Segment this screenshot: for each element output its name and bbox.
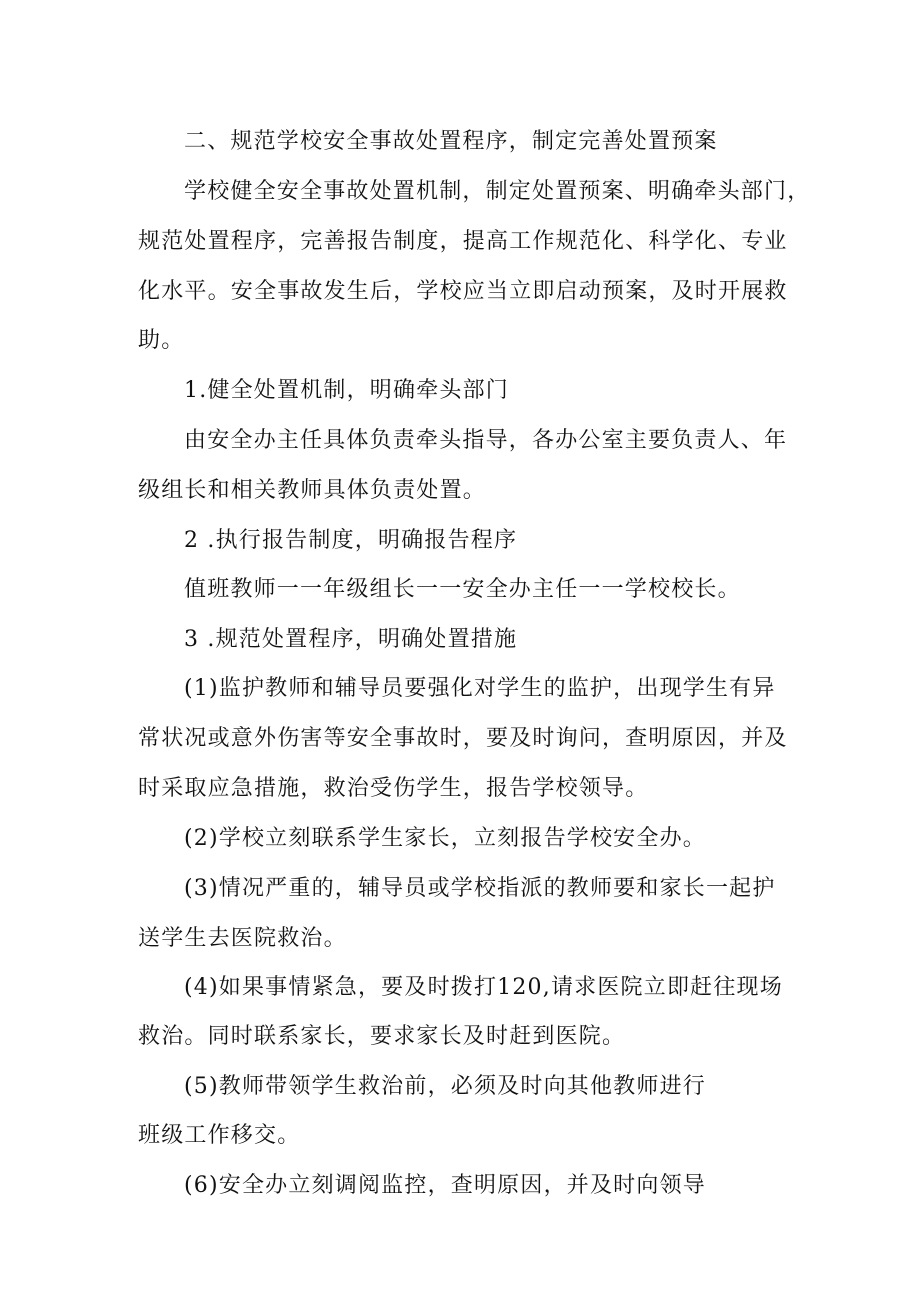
list-item-4: (4)如果事情紧急，要及时拨打120,请求医院立即赶往现场 bbox=[184, 975, 783, 1000]
list-item-1: (1)监护教师和辅导员要强化对学生的监护，出现学生有异 bbox=[184, 676, 776, 701]
section-heading: 二、规范学校安全事故处置程序，制定完善处置预案 bbox=[184, 129, 718, 154]
subheading-3: 3 .规范处置程序，明确处置措施 bbox=[184, 627, 518, 652]
paragraph-line: 助。 bbox=[138, 328, 185, 353]
paragraph-line: 规范处置程序，完善报告制度，提高工作规范化、科学化、专业 bbox=[138, 229, 788, 254]
list-item-2: (2)学校立刻联系学生家长，立刻报告学校安全办。 bbox=[184, 826, 706, 851]
paragraph-line: 学校健全安全事故处置机制，制定处置预案、明确牵头部门， bbox=[184, 179, 811, 204]
paragraph-line: 级组长和相关教师具体负责处置。 bbox=[138, 478, 487, 503]
paragraph-line: 由安全办主任具体负责牵头指导，各办公室主要负责人、年 bbox=[184, 428, 788, 453]
list-item-3: (3)情况严重的，辅导员或学校指派的教师要和家长一起护 bbox=[184, 876, 776, 901]
subheading-1: 1.健全处置机制，明确牵头部门 bbox=[184, 378, 509, 403]
list-item-1-cont: 时采取应急措施，救治受伤学生，报告学校领导。 bbox=[138, 776, 649, 801]
list-item-6: (6)安全办立刻调阅监控，查明原因，并及时向领导 bbox=[184, 1173, 706, 1198]
paragraph-line: 化水平。安全事故发生后，学校应当立即启动预案，及时开展救 bbox=[138, 279, 788, 304]
list-item-5-cont: 班级工作移交。 bbox=[138, 1123, 301, 1148]
subheading-2: 2 .执行报告制度，明确报告程序 bbox=[184, 528, 518, 553]
list-item-1-cont: 常状况或意外伤害等安全事故时，要及时询问，查明原因，并及 bbox=[138, 726, 788, 751]
paragraph-line: 值班教师一一年级组长一一安全办主任一一学校校长。 bbox=[184, 577, 741, 602]
list-item-4-cont: 救治。同时联系家长，要求家长及时赶到医院。 bbox=[138, 1024, 626, 1049]
list-item-3-cont: 送学生去医院救治。 bbox=[138, 926, 347, 951]
list-item-5: (5)教师带领学生救治前，必须及时向其他教师进行 bbox=[184, 1074, 706, 1099]
